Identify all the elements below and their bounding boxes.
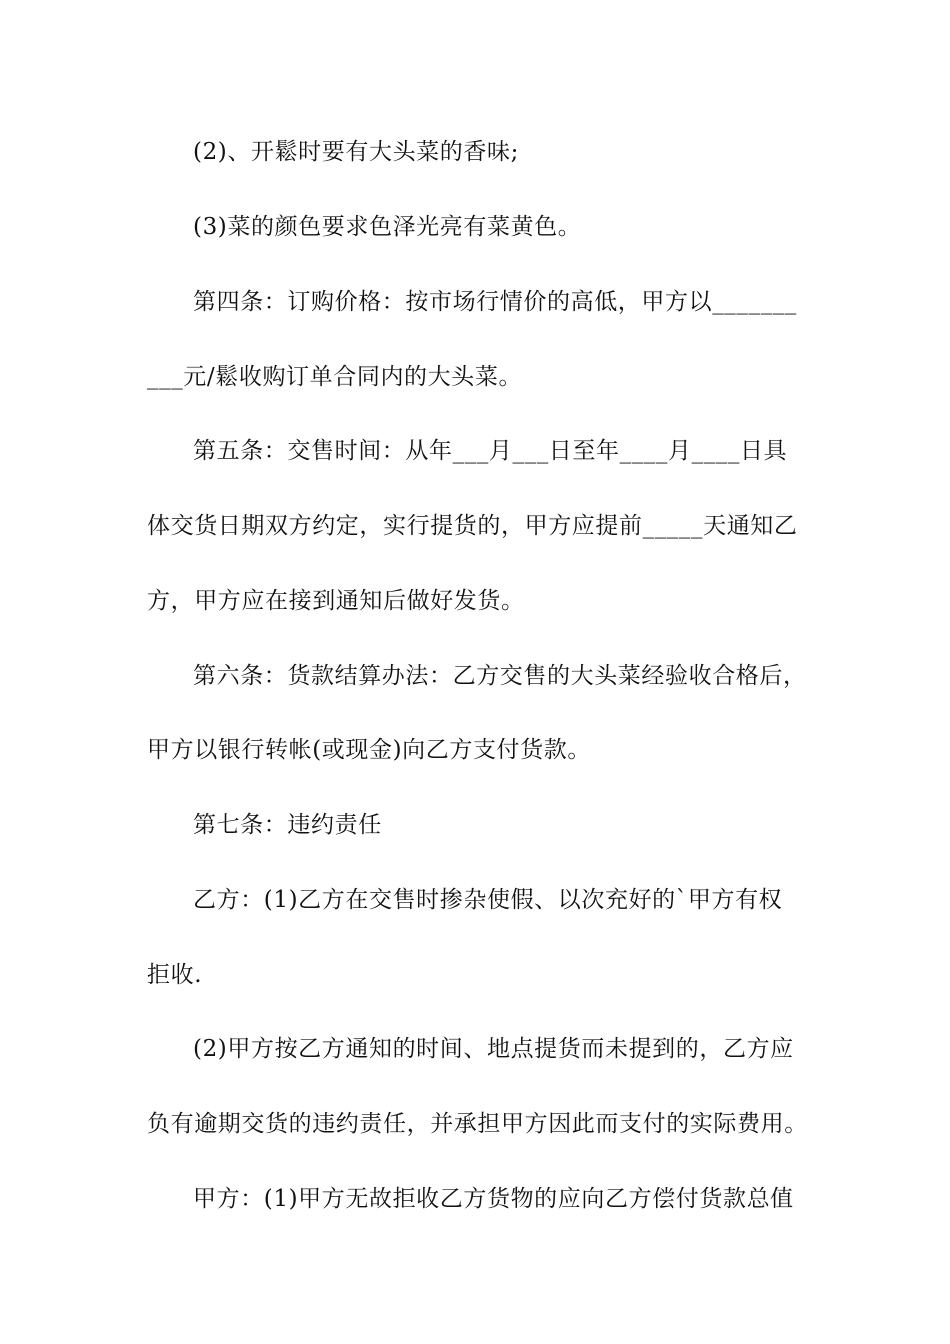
paragraph-line: 第五条：交售时间：从年___月___日至年____月____日具 [193, 438, 788, 464]
paragraph-line: ___元/鬆收购订单合同内的大头菜。 [147, 364, 523, 390]
paragraph-line: 甲方以银行转帐(或现金)向乙方支付货款。 [147, 737, 591, 763]
paragraph-line: (3)菜的颜色要求色泽光亮有菜黄色。 [193, 214, 582, 240]
paragraph-line: (2)甲方按乙方通知的时间、地点提货而未提到的，乙方应 [193, 1036, 794, 1062]
paragraph-line: 第六条：货款结算办法：乙方交售的大头菜经验收合格后， [193, 663, 807, 689]
paragraph-line: 第四条：订购价格：按市场行情价的高低，甲方以_______ [193, 289, 797, 315]
paragraph-line: 体交货日期双方约定，实行提货的，甲方应提前_____天通知乙 [147, 513, 798, 539]
paragraph-line: 甲方：(1)甲方无故拒收乙方货物的应向乙方偿付货款总值 [193, 1186, 794, 1212]
paragraph-line: 方，甲方应在接到通知后做好发货。 [147, 588, 525, 614]
paragraph-line: 负有逾期交货的违约责任，并承担甲方因此而支付的实际费用。 [147, 1111, 808, 1137]
paragraph-line: (2)、开鬆时要有大头菜的香味; [193, 139, 519, 165]
paragraph-line: 乙方：(1)乙方在交售时掺杂使假、以次充好的`甲方有权 [193, 887, 783, 913]
paragraph-line: 第七条：违约责任 [193, 812, 382, 838]
paragraph-line: 拒收. [147, 962, 203, 988]
